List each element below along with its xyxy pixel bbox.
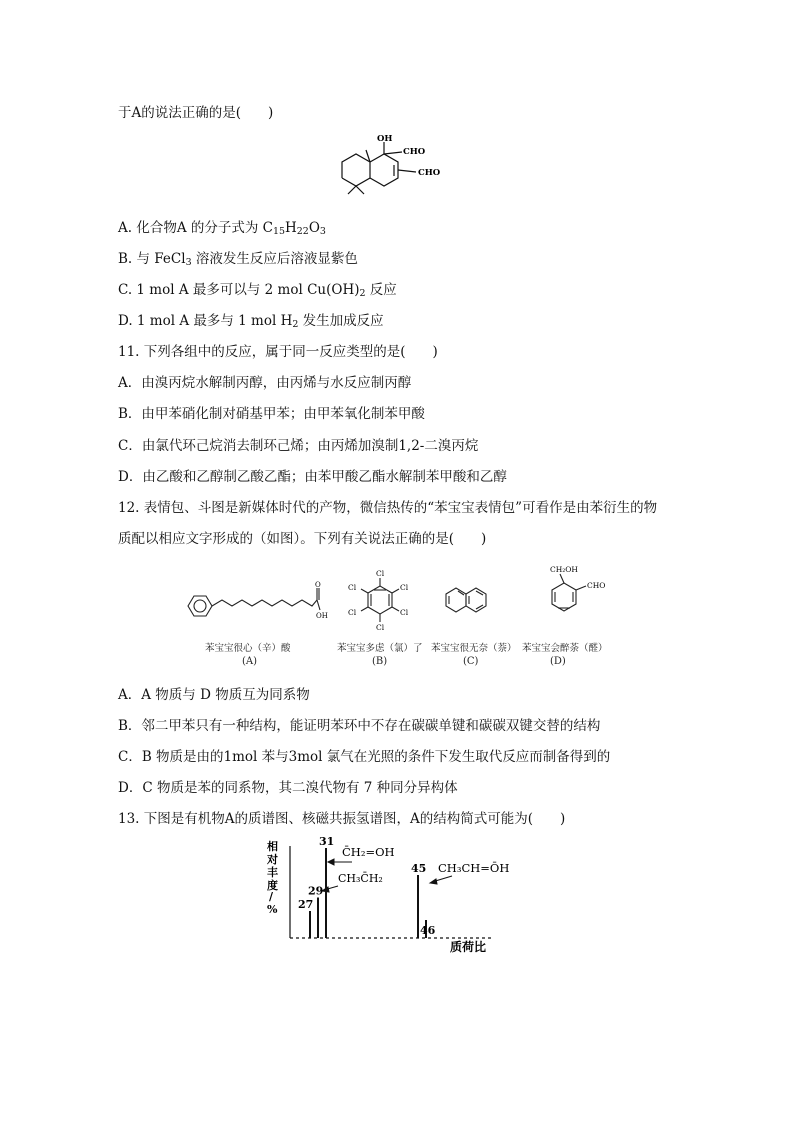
peak-label-45: 45 (411, 862, 427, 875)
x-axis-label: 质荷比 (450, 940, 487, 954)
q10-option-a: A. 化合物A 的分子式为 $C_{15}H_{22}O_3$ (118, 220, 326, 237)
q12-option-b: B．邻二甲苯只有一种结构，能证明苯环中不存在碳碳单键和碳碳双键交替的结构 (118, 718, 601, 734)
q12-option-a: A．A 物质与 D 物质互为同系物 (118, 687, 310, 703)
q10-option-d: D. 1 mol A 最多与 1 mol $H_2$ 发生加成反应 (118, 313, 384, 330)
q12-structure-a (180, 578, 340, 628)
q12-letter-c: (C) (463, 656, 479, 667)
peak-label-29: 29 (308, 884, 324, 898)
q10-option-c: C. 1 mol A 最多可以与 2 mol $Cu(OH)_2$ 反应 (118, 282, 397, 299)
ion-label-29: CH₃C̄H₂ (338, 872, 383, 885)
q12-structure-b (344, 566, 416, 638)
ylabel-char-5: / (269, 890, 274, 903)
q12-stem-line-1: 12. 表情包、斗图是新媒体时代的产物，微信热传的“苯宝宝表情包”可看作是由苯衍生的物 (118, 500, 658, 516)
ylabel-char-3: 丰 (267, 866, 278, 879)
ylabel-char-4: 度 (267, 879, 278, 892)
q12-option-c: C．B 物质是由的1mol 苯与3mol 氯气在光照的条件下发生取代反应而制备得到的 (118, 749, 611, 765)
q10-stem: 于A的说法正确的是( ) (118, 105, 274, 121)
q10-structure (330, 132, 460, 204)
q10-oh-label: OH (377, 134, 393, 144)
q12-b-cl-3: Cl (400, 608, 409, 617)
ylabel-char-6: % (267, 903, 278, 916)
ion-label-31: C̄H₂=OH (342, 845, 395, 859)
q12-b-cl-2: Cl (400, 583, 409, 592)
q12-option-d: D．C 物质是苯的同系物，其二溴代物有 7 种同分异构体 (118, 780, 458, 796)
q12-b-cl-6: Cl (348, 583, 357, 592)
q13-stem: 13. 下图是有机物A的质谱图、核磁共振氢谱图，A的结构简式可能为( ) (118, 811, 566, 827)
q12-structure-d (530, 562, 610, 628)
mass-spectrum-chart (262, 836, 542, 956)
q11-option-a: A．由溴丙烷水解制丙醇，由丙烯与水反应制丙醇 (118, 375, 412, 391)
q10-cho-label-1: CHO (403, 147, 426, 157)
peak-label-27: 27 (298, 898, 314, 911)
peak-label-31: 31 (319, 836, 335, 848)
q12-b-cl-5: Cl (348, 608, 357, 617)
q12-caption-d: 苯宝宝会醉荼（醛） (522, 643, 608, 654)
q12-letter-d: (D) (550, 656, 566, 667)
q12-caption-a: 苯宝宝很心（辛）酸 (205, 643, 291, 654)
q11-option-c: C．由氯代环己烷消去制环己烯；由丙烯加溴制1,2-二溴丙烷 (118, 438, 479, 454)
q12-b-cl-1: Cl (376, 569, 385, 578)
q12-caption-b: 苯宝宝多虑（氯）了 (337, 643, 423, 654)
q12-caption-c: 苯宝宝很无奈（萘） (431, 643, 517, 654)
ylabel-char-2: 对 (267, 853, 278, 866)
q12-stem-line-2: 质配以相应文字形成的（如图）。下列有关说法正确的是( ) (118, 531, 487, 547)
q12-a-o-label: O (315, 581, 321, 589)
ion-label-45: CH₃CH=ŌH (438, 861, 510, 875)
q10-cho-label-2: CHO (418, 168, 441, 178)
q11-option-b: B．由甲苯硝化制对硝基甲苯；由甲苯氧化制苯甲酸 (118, 406, 425, 422)
q12-b-cl-4: Cl (376, 623, 385, 632)
ylabel-char-1: 相 (267, 840, 278, 853)
q12-d-cho-label: CHO (587, 581, 606, 590)
q12-letter-a: (A) (242, 656, 258, 667)
q12-structure-c (436, 578, 506, 624)
q12-letter-b: (B) (372, 656, 388, 667)
q10-option-b: B. 与 FeCl$_3$ 溶液发生反应后溶液显紫色 (118, 251, 358, 268)
q11-option-d: D．由乙酸和乙醇制乙酸乙酯；由苯甲酸乙酯水解制苯甲酸和乙醇 (118, 469, 507, 485)
q11-stem: 11. 下列各组中的反应，属于同一反应类型的是( ) (118, 344, 438, 360)
peak-label-46: 46 (420, 924, 436, 937)
q12-a-oh-label: OH (316, 612, 328, 620)
q12-d-ch2oh-label: CH₂OH (550, 565, 578, 574)
